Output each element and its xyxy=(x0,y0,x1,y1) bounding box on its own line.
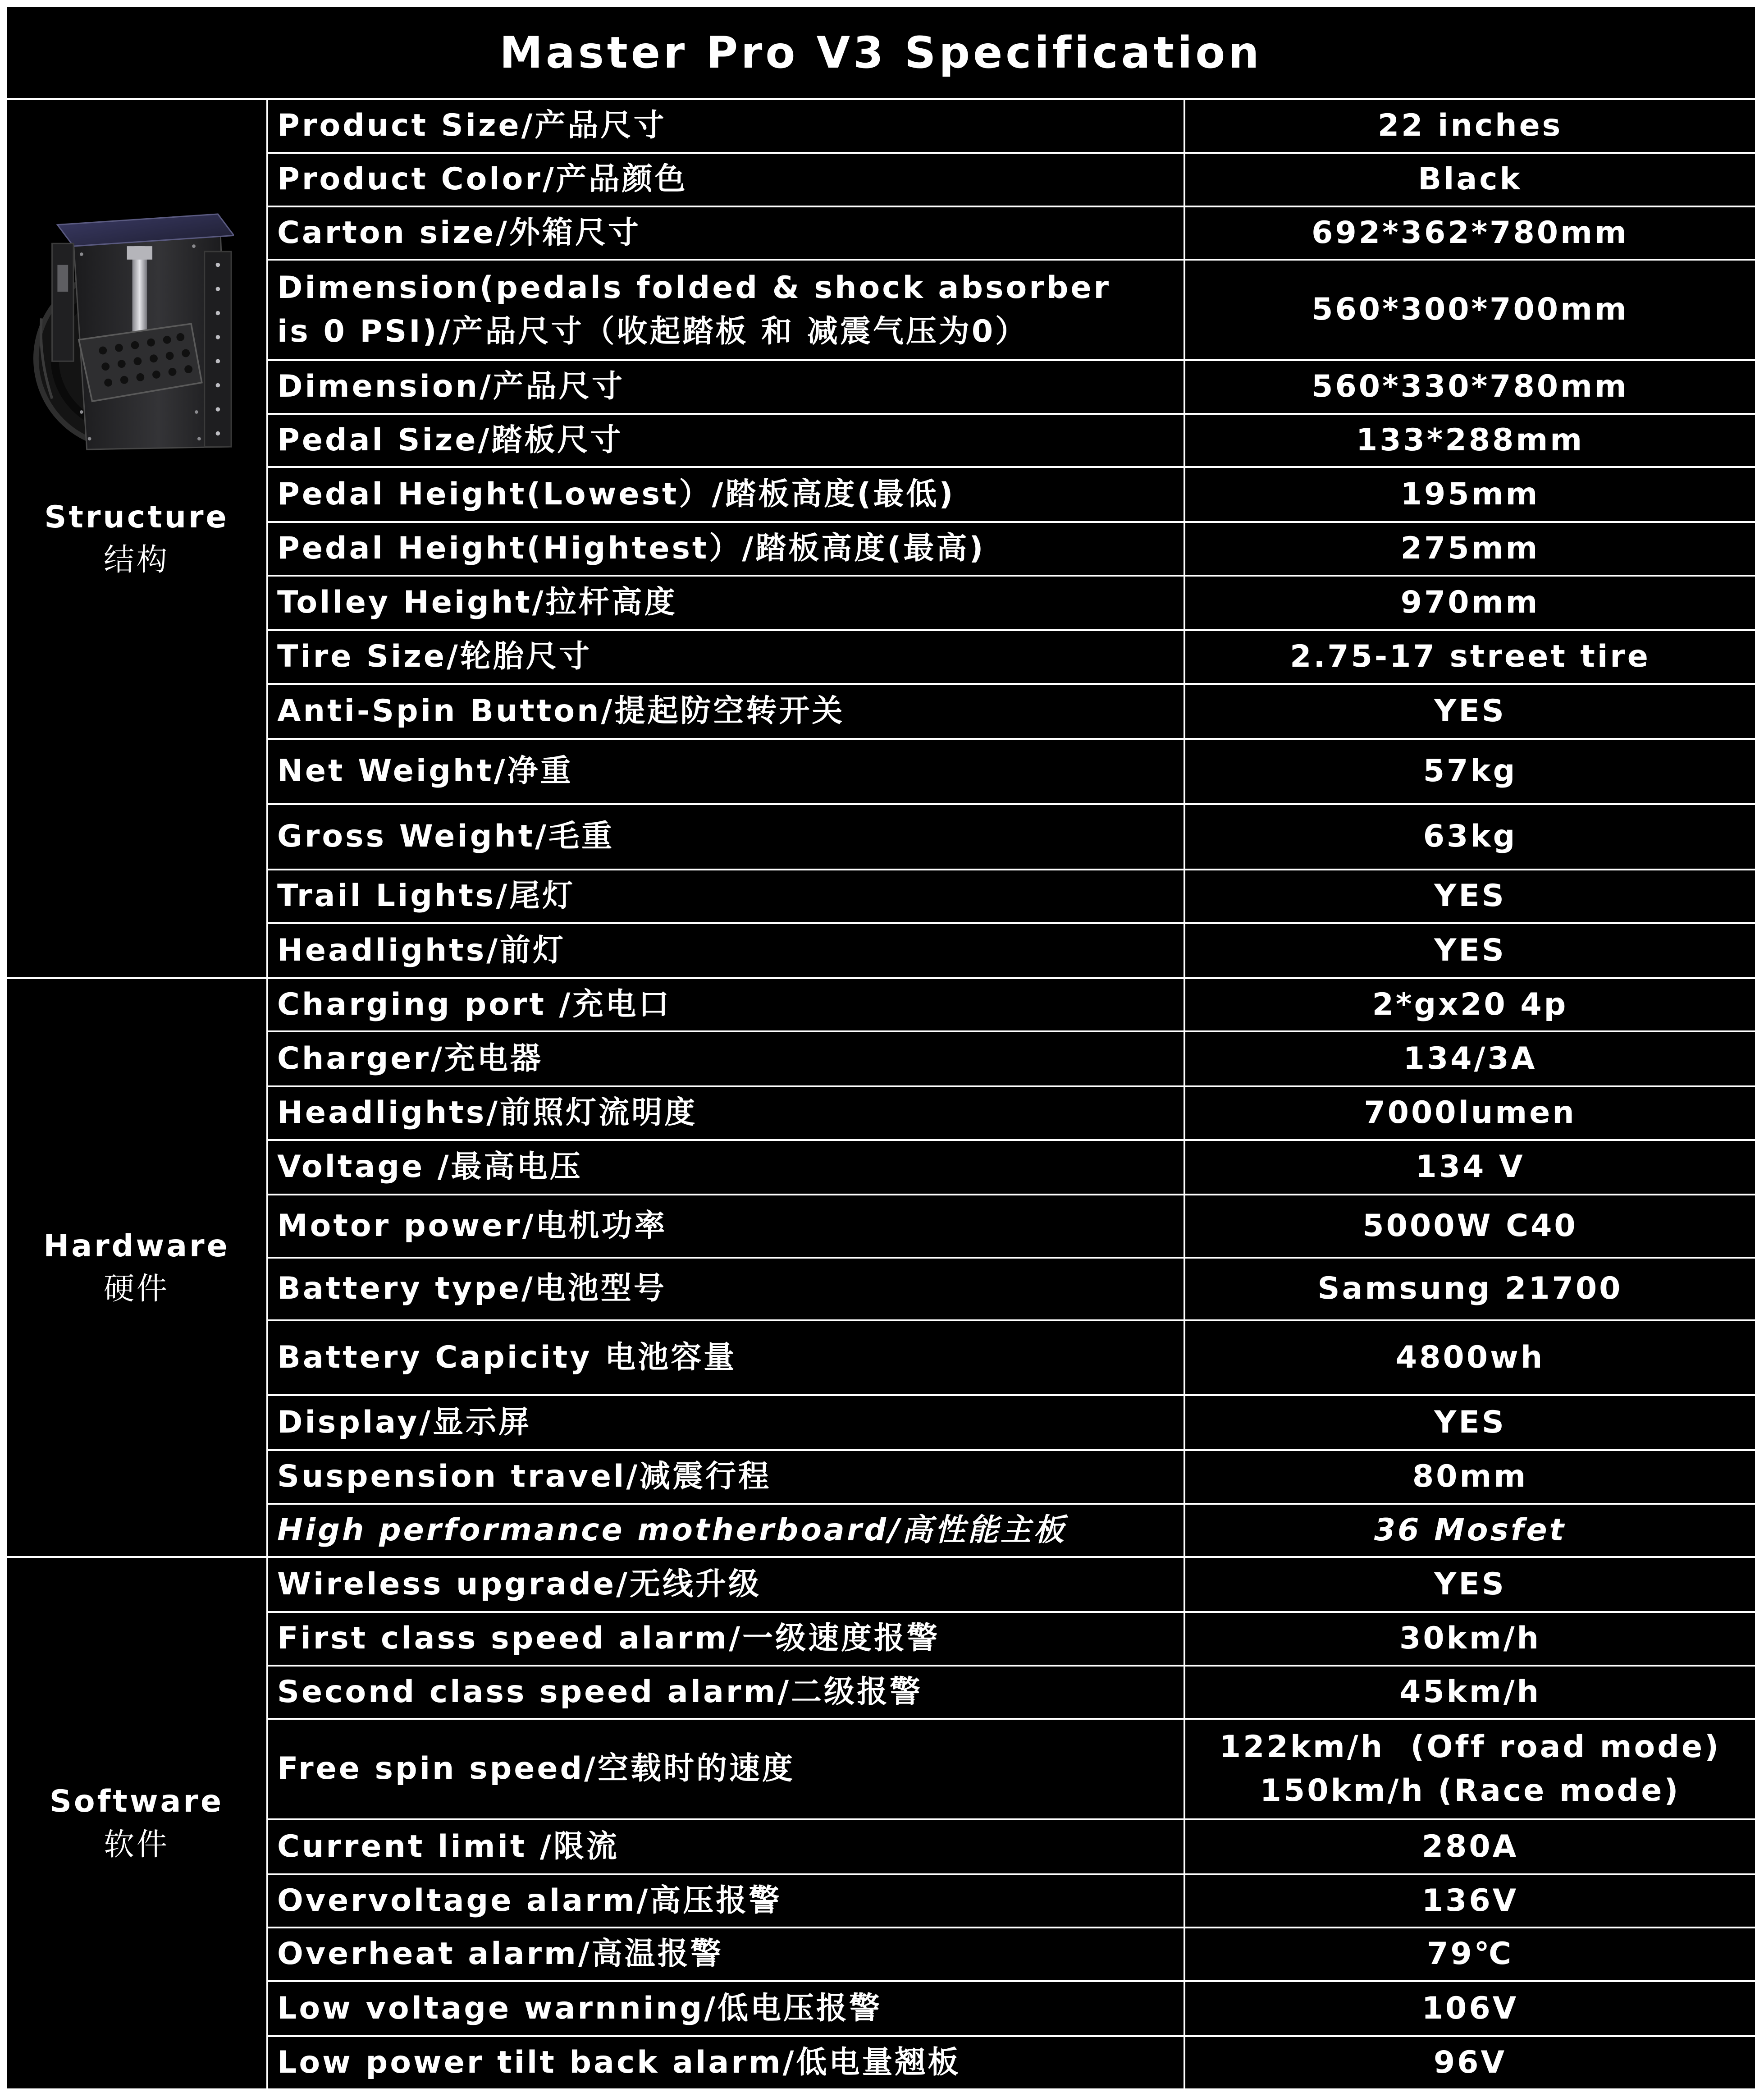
spec-label: Low power tilt back alarm/低电量翘板 xyxy=(268,2037,1184,2088)
spec-label: Product Size/产品尺寸 xyxy=(268,100,1184,152)
spec-row xyxy=(268,1396,1755,1449)
spec-label: High performance motherboard/高性能主板 xyxy=(268,1505,1184,1556)
spec-row xyxy=(268,523,1755,575)
spec-value: 692*362*780mm xyxy=(1185,207,1755,259)
spec-row xyxy=(268,1720,1755,1818)
spec-value: 30km/h xyxy=(1185,1613,1755,1665)
spec-row xyxy=(268,207,1755,259)
spec-row xyxy=(268,1321,1755,1394)
spec-row xyxy=(268,415,1755,466)
category-name: Hardware xyxy=(43,1228,230,1264)
spec-row xyxy=(268,1032,1755,1085)
spec-row xyxy=(268,154,1755,206)
section-hardware xyxy=(7,979,1755,1556)
spec-label: Dimension/产品尺寸 xyxy=(268,361,1184,413)
spec-row xyxy=(268,1613,1755,1665)
section-structure xyxy=(7,100,1755,977)
spec-label: Pedal Height(Hightest）/踏板高度(最高) xyxy=(268,523,1184,575)
spec-label: Pedal Size/踏板尺寸 xyxy=(268,415,1184,466)
spec-value: 79℃ xyxy=(1185,1928,1755,1980)
spec-label: Motor power/电机功率 xyxy=(268,1195,1184,1257)
spec-value: 7000lumen xyxy=(1185,1087,1755,1139)
spec-value: 560*330*780mm xyxy=(1185,361,1755,413)
spec-row xyxy=(268,1982,1755,2035)
spec-row xyxy=(268,631,1755,683)
spec-label: Display/显示屏 xyxy=(268,1396,1184,1449)
spec-value: 63kg xyxy=(1185,805,1755,869)
spec-row xyxy=(268,2037,1755,2088)
spec-value: 560*300*700mm xyxy=(1185,261,1755,359)
spec-label: Product Color/产品颜色 xyxy=(268,154,1184,206)
spec-value: 970mm xyxy=(1185,577,1755,629)
spec-value: 2.75-17 street tire xyxy=(1185,631,1755,683)
spec-value: 136V xyxy=(1185,1875,1755,1927)
category-cell xyxy=(7,979,266,1556)
spec-row xyxy=(268,1505,1755,1556)
spec-row xyxy=(268,1141,1755,1194)
spec-value: 134/3A xyxy=(1185,1032,1755,1085)
spec-row xyxy=(268,740,1755,803)
spec-label: Wireless upgrade/无线升级 xyxy=(268,1558,1184,1611)
category-name: Structure xyxy=(44,499,229,535)
spec-label: Low voltage warnning/低电压报警 xyxy=(268,1982,1184,2035)
spec-rows xyxy=(268,1558,1755,2088)
spec-row xyxy=(268,1928,1755,1980)
spec-label: Battery type/电池型号 xyxy=(268,1259,1184,1319)
spec-value: 106V xyxy=(1185,1982,1755,2035)
spec-row xyxy=(268,577,1755,629)
spec-label: First class speed alarm/一级速度报警 xyxy=(268,1613,1184,1665)
spec-label: Charger/充电器 xyxy=(268,1032,1184,1085)
spec-row xyxy=(268,1195,1755,1257)
spec-label: Free spin speed/空载时的速度 xyxy=(268,1720,1184,1818)
page-title: Master Pro V3 Specification xyxy=(7,7,1755,98)
spec-label: Headlights/前照灯流明度 xyxy=(268,1087,1184,1139)
category-name-zh: 软件 xyxy=(103,1827,169,1863)
spec-value: 195mm xyxy=(1185,468,1755,521)
spec-label: Carton size/外箱尺寸 xyxy=(268,207,1184,259)
spec-label: Trail Lights/尾灯 xyxy=(268,870,1184,922)
spec-value: YES xyxy=(1185,1396,1755,1449)
spec-value: 2*gx20 4p xyxy=(1185,979,1755,1030)
spec-label: Tolley Height/拉杆高度 xyxy=(268,577,1184,629)
category-cell xyxy=(7,1558,266,2088)
section-software xyxy=(7,1558,1755,2088)
spec-row xyxy=(268,1875,1755,1927)
spec-value: YES xyxy=(1185,870,1755,922)
spec-row xyxy=(268,979,1755,1030)
spec-label: Headlights/前灯 xyxy=(268,924,1184,977)
spec-rows xyxy=(268,979,1755,1556)
spec-value: 57kg xyxy=(1185,740,1755,803)
spec-row xyxy=(268,468,1755,521)
spec-value: 36 Mosfet xyxy=(1185,1505,1755,1556)
spec-row xyxy=(268,805,1755,869)
spec-label: Battery Capicity 电池容量 xyxy=(268,1321,1184,1394)
spec-label: Dimension(pedals folded & shock absorber is 0 PSI)/产品尺寸（收起踏板 和 减震气压为0） xyxy=(268,261,1184,359)
spec-row xyxy=(268,361,1755,413)
spec-value: 280A xyxy=(1185,1820,1755,1873)
spec-label: Anti-Spin Button/提起防空转开关 xyxy=(268,685,1184,738)
spec-label: Pedal Height(Lowest）/踏板高度(最低) xyxy=(268,468,1184,521)
spec-row xyxy=(268,1558,1755,1611)
spec-value: 134 V xyxy=(1185,1141,1755,1194)
spec-value: Black xyxy=(1185,154,1755,206)
spec-row xyxy=(268,924,1755,977)
spec-row xyxy=(268,870,1755,922)
spec-value: 96V xyxy=(1185,2037,1755,2088)
spec-value: 4800wh xyxy=(1185,1321,1755,1394)
spec-value: 45km/h xyxy=(1185,1667,1755,1718)
category-name-zh: 结构 xyxy=(103,542,169,578)
spec-row xyxy=(268,1451,1755,1503)
spec-value: YES xyxy=(1185,924,1755,977)
spec-label: Current limit /限流 xyxy=(268,1820,1184,1873)
spec-label: Overheat alarm/高温报警 xyxy=(268,1928,1184,1980)
spec-table xyxy=(7,100,1755,2088)
spec-value: 5000W C40 xyxy=(1185,1195,1755,1257)
spec-label: Gross Weight/毛重 xyxy=(268,805,1184,869)
spec-value: Samsung 21700 xyxy=(1185,1259,1755,1319)
spec-row xyxy=(268,685,1755,738)
spec-label: Net Weight/净重 xyxy=(268,740,1184,803)
spec-row xyxy=(268,1259,1755,1319)
spec-row xyxy=(268,1087,1755,1139)
electric-unicycle-image xyxy=(33,211,234,452)
category-name-zh: 硬件 xyxy=(103,1271,169,1307)
spec-row xyxy=(268,100,1755,152)
spec-label: Suspension travel/减震行程 xyxy=(268,1451,1184,1503)
spec-value: YES xyxy=(1185,1558,1755,1611)
spec-row xyxy=(268,1820,1755,1873)
spec-value: 22 inches xyxy=(1185,100,1755,152)
spec-row xyxy=(268,1667,1755,1718)
spec-value: 275mm xyxy=(1185,523,1755,575)
spec-label: Charging port /充电口 xyxy=(268,979,1184,1030)
spec-row xyxy=(268,261,1755,359)
spec-rows xyxy=(268,100,1755,977)
spec-label: Overvoltage alarm/高压报警 xyxy=(268,1875,1184,1927)
spec-value: 122km/h (Off road mode) 150km/h (Race mode) xyxy=(1185,1720,1755,1818)
spec-label: Voltage /最高电压 xyxy=(268,1141,1184,1194)
spec-label: Tire Size/轮胎尺寸 xyxy=(268,631,1184,683)
category-name: Software xyxy=(49,1784,224,1820)
spec-value: YES xyxy=(1185,685,1755,738)
spec-label: Second class speed alarm/二级报警 xyxy=(268,1667,1184,1718)
spec-value: 133*288mm xyxy=(1185,415,1755,466)
spec-value: 80mm xyxy=(1185,1451,1755,1503)
